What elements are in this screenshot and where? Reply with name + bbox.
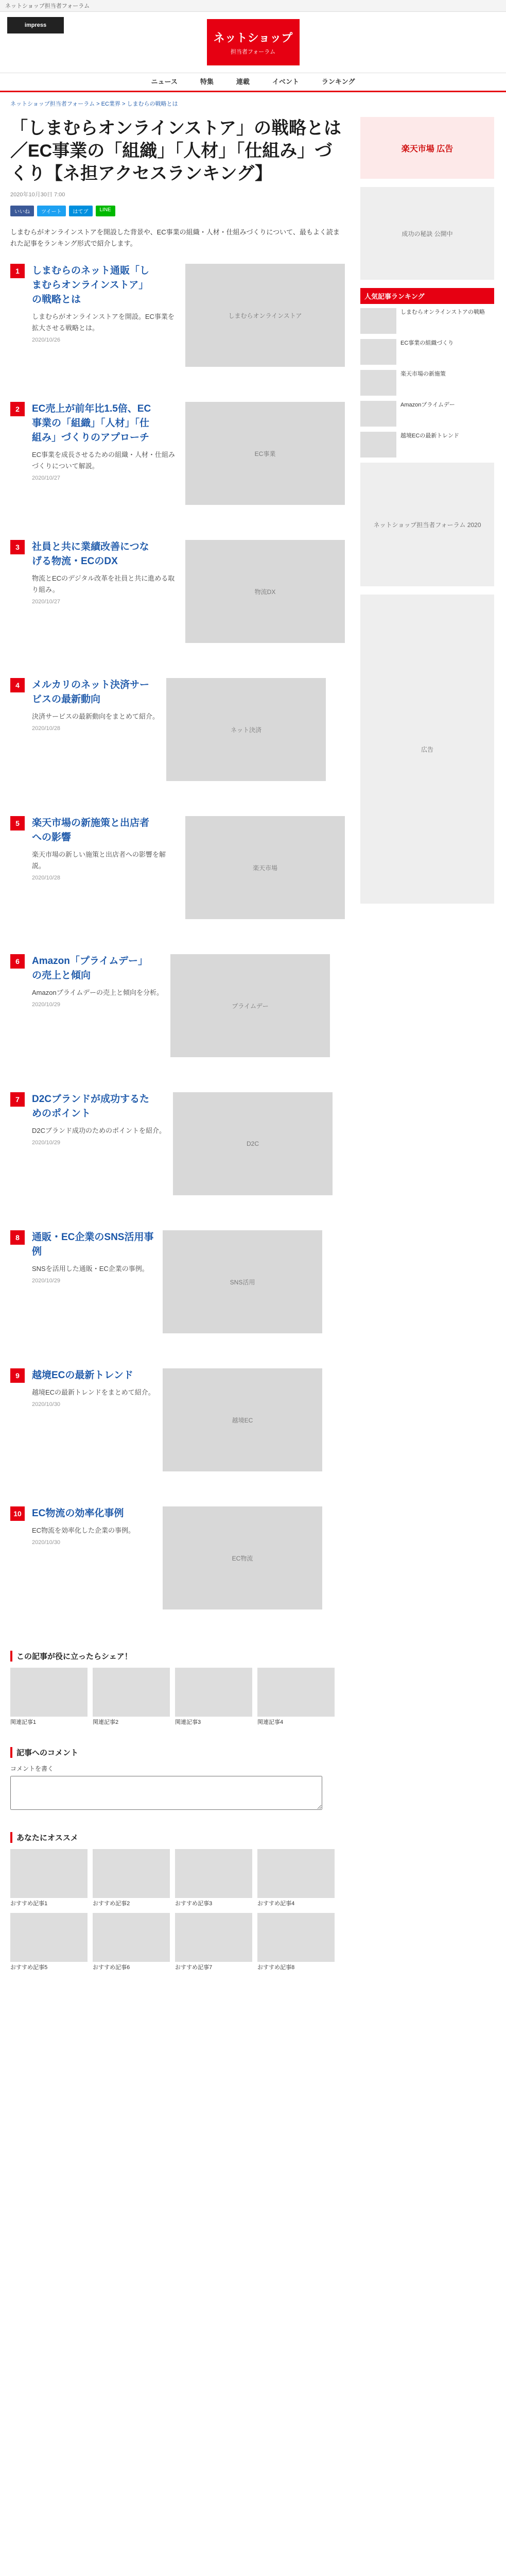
sidebar-ranking-text: Amazonプライムデー	[400, 402, 455, 408]
recommend-card-title: おすすめ記事3	[175, 1901, 213, 1907]
rank-title-link[interactable]: 越境ECの最新トレンド	[32, 1370, 133, 1381]
recommend-card[interactable]	[93, 1849, 170, 1908]
rank-number: 3	[10, 540, 25, 554]
recommend-card-title: おすすめ記事6	[93, 1964, 130, 1971]
site-logo[interactable]	[207, 19, 300, 65]
ranking-item[interactable]	[10, 402, 345, 526]
rank-text	[32, 954, 163, 1078]
related-card-title: 関連記事4	[257, 1719, 284, 1725]
recommend-card-title: おすすめ記事5	[10, 1964, 48, 1971]
rank-thumbnail[interactable]: ネット決済	[166, 678, 326, 781]
comment-label: コメントを書く	[10, 1765, 54, 1772]
rank-text	[32, 1230, 155, 1354]
publisher-logo[interactable]: impress	[7, 17, 64, 33]
sidebar-ranking-thumb	[360, 370, 396, 396]
rank-text	[32, 264, 178, 387]
rank-thumbnail[interactable]: EC事業	[185, 402, 345, 505]
rank-date: 2020/10/29	[32, 1140, 61, 1146]
rank-number: 7	[10, 1092, 25, 1107]
sidebar-ranking-item[interactable]	[360, 432, 494, 457]
sidebar-ranking	[360, 308, 494, 457]
rank-title-link[interactable]: D2Cブランドが成功するためのポイント	[32, 1094, 150, 1119]
related-card-image	[10, 1668, 88, 1717]
rank-thumbnail[interactable]: 越境EC	[163, 1368, 322, 1471]
recommend-card-image	[175, 1849, 252, 1898]
rank-date: 2020/10/28	[32, 725, 61, 732]
rank-title-link[interactable]: EC売上が前年比1.5倍、EC事業の「組織」「人材」「仕組み」づくりのアプローチ	[32, 403, 151, 443]
sidebar-ranking-text: EC事業の組織づくり	[400, 340, 454, 346]
nav-item[interactable]: 連載	[236, 78, 250, 86]
rank-title-link[interactable]: メルカリのネット決済サービスの最新動向	[32, 680, 150, 705]
related-card[interactable]	[257, 1668, 335, 1726]
sidebar-ranking-item[interactable]	[360, 401, 494, 427]
hatena-share-button[interactable]: はてブ	[69, 206, 93, 216]
rank-date: 2020/10/27	[32, 475, 61, 481]
recommend-card-title: おすすめ記事4	[257, 1901, 295, 1907]
nav-item[interactable]: ニュース	[151, 78, 178, 86]
recommend-card-title: おすすめ記事2	[93, 1901, 130, 1907]
nav-item[interactable]: ランキング	[321, 78, 355, 86]
page-title: 「しまむらオンラインストア」の戦略とは／EC事業の「組織」「人材」「仕組み」づくり【ネ担アクセスランキング】	[10, 118, 341, 183]
related-card-image	[175, 1668, 252, 1717]
ranking-item[interactable]	[10, 1506, 345, 1630]
rank-text	[32, 402, 178, 526]
twitter-share-button[interactable]: ツイート	[37, 206, 66, 216]
rank-date: 2020/10/29	[32, 1002, 61, 1008]
rank-number: 5	[10, 816, 25, 831]
rank-date: 2020/10/29	[32, 1278, 61, 1284]
rank-text	[32, 816, 178, 940]
rank-desc: しまむらがオンラインストアを開設。EC事業を拡大させる戦略とは。	[32, 313, 175, 332]
ranking-item[interactable]	[10, 816, 345, 940]
recommend-card-title: おすすめ記事7	[175, 1964, 213, 1971]
rank-desc: Amazonプライムデーの売上と傾向を分析。	[32, 989, 164, 996]
ranking-item[interactable]	[10, 954, 345, 1078]
related-card[interactable]	[93, 1668, 170, 1726]
rank-thumbnail[interactable]: しまむらオンラインストア	[185, 264, 345, 367]
related-card-title: 関連記事1	[10, 1719, 37, 1725]
rank-title-link[interactable]: EC物流の効率化事例	[32, 1508, 124, 1519]
recommend-section-title: あなたにオススメ	[10, 1832, 345, 1843]
rank-title-link[interactable]: 楽天市場の新施策と出店者への影響	[32, 818, 150, 843]
rank-number: 4	[10, 678, 25, 692]
breadcrumb[interactable]: ネットショップ担当者フォーラム > EC業界 > しまむらの戦略とは	[10, 101, 178, 107]
recommend-card-image	[10, 1913, 88, 1962]
rank-desc: EC事業を成長させるための組織・人材・仕組みづくりについて解説。	[32, 451, 176, 470]
related-card[interactable]	[10, 1668, 88, 1726]
site-header	[0, 12, 506, 73]
rank-text	[32, 1092, 166, 1216]
sidebar-ranking-item[interactable]	[360, 308, 494, 334]
recommend-card[interactable]	[10, 1849, 88, 1908]
rank-number: 6	[10, 954, 25, 969]
rank-desc: 越境ECの最新トレンドをまとめて紹介。	[32, 1388, 155, 1396]
nav-item[interactable]: イベント	[272, 78, 299, 86]
main-nav	[0, 73, 506, 92]
recommend-card-image	[257, 1849, 335, 1898]
sidebar-ranking-thumb	[360, 401, 396, 427]
rank-title-link[interactable]: Amazon「プライムデー」の売上と傾向	[32, 956, 148, 981]
rank-date: 2020/10/30	[32, 1539, 61, 1546]
rank-thumbnail[interactable]: D2C	[173, 1092, 333, 1195]
recommend-card[interactable]	[257, 1913, 335, 1972]
logo-subtitle: 担当者フォーラム	[230, 48, 276, 55]
rank-number: 1	[10, 264, 25, 278]
ranking-item[interactable]	[10, 1368, 345, 1492]
nav-item[interactable]: 特集	[200, 78, 214, 86]
rank-thumbnail[interactable]: プライムデー	[170, 954, 330, 1057]
rank-desc: 決済サービスの最新動向をまとめて紹介。	[32, 713, 160, 720]
comment-section-title: 記事へのコメント	[10, 1747, 345, 1758]
related-card-image	[93, 1668, 170, 1717]
comment-form	[10, 1764, 345, 1811]
recommend-card-image	[93, 1913, 170, 1962]
recommend-card-image	[93, 1849, 170, 1898]
recommend-card-image	[257, 1913, 335, 1962]
page-layout	[0, 108, 506, 1972]
sidebar-ad-banner[interactable]: 成功の秘訣 公開中	[360, 187, 494, 280]
ranking-item[interactable]	[10, 1230, 345, 1354]
sidebar-ranking-text: 楽天市場の新施策	[400, 371, 446, 377]
rank-number: 8	[10, 1230, 25, 1245]
rank-text	[32, 1368, 155, 1492]
sidebar-ranking-item[interactable]	[360, 370, 494, 396]
recommend-card[interactable]	[10, 1913, 88, 1972]
rank-title-link[interactable]: 通販・EC企業のSNS活用事例	[32, 1232, 154, 1257]
recommend-card[interactable]	[93, 1913, 170, 1972]
ranking-item[interactable]	[10, 264, 345, 387]
recommend-grid	[10, 1849, 345, 1972]
rank-date: 2020/10/30	[32, 1401, 61, 1408]
recommend-card-title: おすすめ記事8	[257, 1964, 295, 1971]
sidebar-ranking-thumb	[360, 339, 396, 365]
ranking-list	[10, 264, 345, 1630]
related-grid	[10, 1668, 345, 1726]
logo-title: ネットショップ	[213, 31, 293, 45]
line-share-button[interactable]: LINE	[96, 206, 115, 216]
article-lead: しまむらがオンラインストアを開設した背景や、EC事業の組織・人材・仕組みづくりについて、最もよく読まれた記事をランキング形式で紹介します。	[10, 228, 340, 247]
recommend-card[interactable]	[175, 1849, 252, 1908]
rank-thumbnail[interactable]: 物流DX	[185, 540, 345, 643]
rank-date: 2020/10/27	[32, 599, 61, 605]
main-column	[10, 108, 345, 1972]
rank-title-link[interactable]: しまむらのネット通販「しまむらオンラインストア」の戦略とは	[32, 265, 150, 305]
sidebar-ranking-title: 人気記事ランキング	[360, 288, 494, 304]
rank-desc: 楽天市場の新しい施策と出店者への影響を解説。	[32, 851, 166, 870]
article-date: 2020年10月30日 7:00	[10, 192, 65, 198]
share-section-title: この記事が役に立ったらシェア！	[10, 1651, 345, 1662]
rank-thumbnail[interactable]: EC物流	[163, 1506, 322, 1609]
rank-number: 9	[10, 1368, 25, 1383]
recommend-card[interactable]	[175, 1913, 252, 1972]
topbar	[0, 0, 506, 12]
rank-desc: EC物流を効率化した企業の事例。	[32, 1527, 135, 1534]
related-card-title: 関連記事2	[93, 1719, 119, 1725]
rank-desc: 物流とECのデジタル改革を社員と共に進める取り組み。	[32, 574, 175, 594]
rank-desc: SNSを活用した通販・EC企業の事例。	[32, 1265, 149, 1273]
rank-thumbnail[interactable]: SNS活用	[163, 1230, 322, 1333]
related-card[interactable]	[175, 1668, 252, 1726]
rank-text	[32, 1506, 155, 1630]
rank-text	[32, 678, 159, 802]
sidebar-ranking-thumb	[360, 308, 396, 334]
related-card-image	[257, 1668, 335, 1717]
rank-date: 2020/10/28	[32, 875, 61, 881]
topbar-text: ネットショップ担当者フォーラム	[5, 3, 90, 9]
ranking-item[interactable]	[10, 540, 345, 664]
sidebar-ranking-item[interactable]	[360, 339, 494, 365]
sidebar-ranking-text: 越境ECの最新トレンド	[400, 433, 460, 439]
share-bar	[10, 206, 345, 216]
recommend-card-title: おすすめ記事1	[10, 1901, 48, 1907]
rank-title-link[interactable]: 社員と共に業績改善につなげる物流・ECのDX	[32, 541, 149, 567]
rank-date: 2020/10/26	[32, 337, 61, 343]
facebook-share-button[interactable]: いいね	[10, 206, 34, 216]
recommend-card-image	[175, 1913, 252, 1962]
ranking-item[interactable]	[10, 1092, 345, 1216]
sidebar	[360, 108, 494, 1972]
comment-input[interactable]	[10, 1776, 322, 1810]
rank-desc: D2Cブランド成功のためのポイントを紹介。	[32, 1127, 166, 1134]
sidebar-ad-event[interactable]: ネットショップ担当者フォーラム 2020	[360, 463, 494, 586]
rank-number: 2	[10, 402, 25, 416]
sidebar-ranking-thumb	[360, 432, 396, 457]
rank-number: 10	[10, 1506, 25, 1521]
recommend-card[interactable]	[257, 1849, 335, 1908]
sidebar-ad-rakuten[interactable]: 楽天市場 広告	[360, 117, 494, 179]
rank-thumbnail[interactable]: 楽天市場	[185, 816, 345, 919]
rank-text	[32, 540, 178, 664]
sidebar-ad-tall[interactable]: 広告	[360, 595, 494, 904]
recommend-card-image	[10, 1849, 88, 1898]
ranking-item[interactable]	[10, 678, 345, 802]
sidebar-ranking-text: しまむらオンラインストアの戦略	[400, 309, 485, 315]
related-card-title: 関連記事3	[175, 1719, 201, 1725]
